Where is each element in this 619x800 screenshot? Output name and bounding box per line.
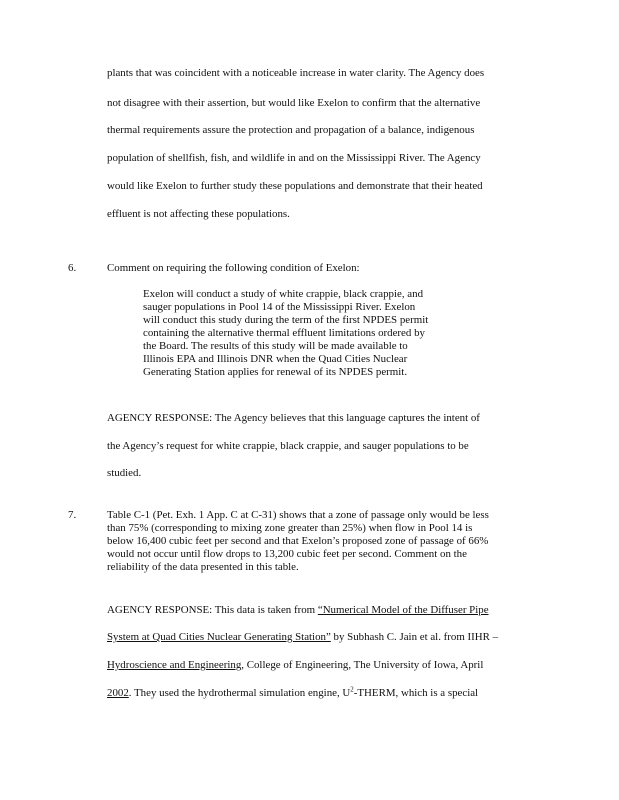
question-7-line: would not occur until flow drops to 13,200 cubic feet per second. Comment on the bbox=[107, 548, 467, 560]
quote-line: will conduct this study during the term of the first NPDES permit bbox=[143, 314, 429, 326]
quote-line: Exelon will conduct a study of white crappie, black crappie, and bbox=[143, 288, 424, 300]
quote-line: sauger populations in Pool 14 of the Mississippi River. Exelon bbox=[143, 301, 416, 313]
item-number-6: 6. bbox=[68, 262, 77, 274]
body-line: population of shellfish, fish, and wildlife in and on the Mississippi River. The Agency bbox=[107, 152, 481, 164]
report-title: System at Quad Cities Nuclear Generating Station” bbox=[107, 631, 331, 643]
question-7-line: Table C-1 (Pet. Exh. 1 App. C at C-31) shows that a zone of passage only would be less bbox=[107, 509, 489, 521]
agency-response-line bbox=[107, 631, 498, 644]
question-7-line: below 16,400 cubic feet per second and that Exelon’s proposed zone of passage of 66% bbox=[107, 535, 489, 547]
agency-response-line: studied. bbox=[107, 467, 142, 479]
question-6: Comment on requiring the following condition of Exelon: bbox=[107, 262, 360, 274]
question-7-line: reliability of the data presented in this table. bbox=[107, 561, 299, 573]
response-text: . They used the hydrothermal simulation engine, U bbox=[128, 687, 351, 699]
response-text: AGENCY RESPONSE: This data is taken from bbox=[107, 604, 318, 616]
body-line: effluent is not affecting these populations. bbox=[107, 208, 290, 220]
response-text: by Subhash C. Jain et al. from IIHR – bbox=[330, 631, 499, 643]
quote-line: containing the alternative thermal effluent limitations ordered by bbox=[143, 327, 425, 339]
agency-response-line bbox=[107, 659, 483, 672]
body-line: not disagree with their assertion, but would like Exelon to confirm that the alternative bbox=[107, 97, 481, 109]
response-text: , College of Engineering, The University of Iowa, April bbox=[241, 659, 484, 671]
publisher-name: Hydroscience and Engineering bbox=[107, 659, 242, 671]
body-line: thermal requirements assure the protection and propagation of a balance, indigenous bbox=[107, 124, 475, 136]
agency-response-line: AGENCY RESPONSE: The Agency believes that this language captures the intent of bbox=[107, 412, 480, 424]
response-text: -THERM, which is a special bbox=[353, 687, 479, 699]
quote-line: the Board. The results of this study will be made available to bbox=[143, 340, 408, 352]
agency-response-line: the Agency’s request for white crappie, black crappie, and sauger populations to be bbox=[107, 440, 469, 452]
quote-line: Generating Station applies for renewal of its NPDES permit. bbox=[143, 366, 408, 378]
quote-line: Illinois EPA and Illinois DNR when the Quad Cities Nuclear bbox=[143, 353, 408, 365]
body-line: would like Exelon to further study these populations and demonstrate that their heated bbox=[107, 180, 483, 192]
question-7-line: than 75% (corresponding to mixing zone greater than 25%) when flow in Pool 14 is bbox=[107, 522, 473, 534]
publication-year: 2002 bbox=[107, 687, 129, 699]
superscript: 2 bbox=[350, 685, 354, 694]
report-title: “Numerical Model of the Diffuser Pipe bbox=[317, 604, 489, 616]
agency-response-line bbox=[107, 604, 489, 617]
agency-response-line bbox=[107, 687, 478, 700]
item-number-7: 7. bbox=[68, 509, 77, 521]
body-line: plants that was coincident with a noticeable increase in water clarity. The Agency does bbox=[107, 67, 485, 79]
